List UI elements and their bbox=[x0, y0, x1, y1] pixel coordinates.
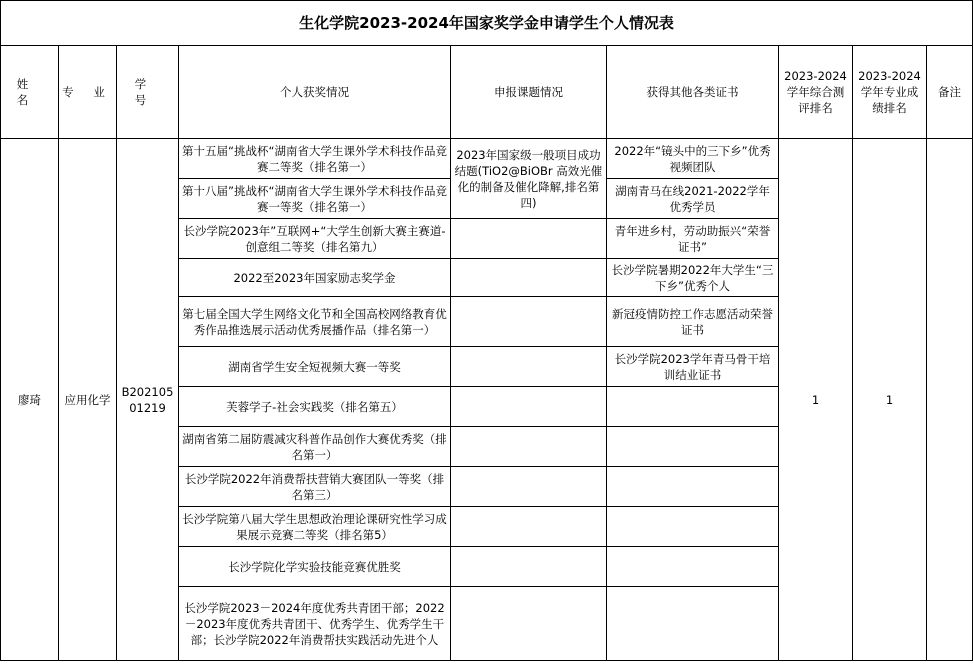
header-student-id: 学 号 bbox=[117, 46, 179, 139]
header-major: 专 业 bbox=[59, 46, 117, 139]
project-empty-cell bbox=[451, 259, 607, 297]
major-rank: 1 bbox=[853, 139, 927, 661]
award-item: 第七届全国大学生网络文化节和全国高校网络教育优秀作品推选展示活动优秀展播作品（排名第一） bbox=[179, 297, 451, 347]
certificate-item: 长沙学院2023学年青马骨干培训结业证书 bbox=[607, 347, 779, 387]
award-item: 长沙学院化学实验技能竞赛优胜奖 bbox=[179, 547, 451, 587]
award-item: 长沙学院2022年消费帮扶营销大赛团队一等奖（排名第三） bbox=[179, 467, 451, 507]
header-projects: 申报课题情况 bbox=[451, 46, 607, 139]
award-item: 第十八届”挑战杯“湖南省大学生课外学术科技作品竞赛一等奖（排名第一） bbox=[179, 179, 451, 219]
certificate-empty-cell bbox=[607, 467, 779, 507]
certificate-item: 2022年“镜头中的三下乡”优秀视频团队 bbox=[607, 139, 779, 179]
certificate-empty-cell bbox=[607, 387, 779, 427]
header-comprehensive-rank: 2023-2024学年综合测评排名 bbox=[779, 46, 853, 139]
header-major-rank: 2023-2024学年专业成绩排名 bbox=[853, 46, 927, 139]
project-empty-cell bbox=[451, 347, 607, 387]
table-title: 生化学院2023-2024年国家奖学金申请学生个人情况表 bbox=[1, 1, 973, 46]
award-item: 芙蓉学子-社会实践奖（排名第五） bbox=[179, 387, 451, 427]
award-item: 第十五届“挑战杯“湖南省大学生课外学术科技作品竞赛二等奖（排名第一） bbox=[179, 139, 451, 179]
award-item: 湖南省学生安全短视频大赛一等奖 bbox=[179, 347, 451, 387]
project-empty-cell bbox=[451, 547, 607, 587]
certificate-item: 湖南青马在线2021-2022学年优秀学员 bbox=[607, 179, 779, 219]
award-item: 长沙学院2023－2024年度优秀共青团干部；2022－2023年度优秀共青团干、优秀学生、优秀学生干部；长沙学院2022年消费帮扶实践活动先进个人 bbox=[179, 587, 451, 661]
project-empty-cell bbox=[451, 467, 607, 507]
header-name: 姓 名 bbox=[1, 46, 59, 139]
award-item: 长沙学院第八届大学生思想政治理论课研究性学习成果展示竞赛二等奖（排名第5） bbox=[179, 507, 451, 547]
certificate-item: 青年进乡村，劳动助振兴“荣誉证书” bbox=[607, 219, 779, 259]
project-item: 2023年国家级一般项目成功结题(TiO2@BiOBr 高效光催化的制备及催化降解,排名第四) bbox=[451, 139, 607, 219]
project-empty-cell bbox=[451, 297, 607, 347]
award-item: 湖南省第二届防震减灾科普作品创作大赛优秀奖（排名第一） bbox=[179, 427, 451, 467]
award-item: 2022至2023年国家励志奖学金 bbox=[179, 259, 451, 297]
student-major: 应用化学 bbox=[59, 139, 117, 661]
certificate-empty-cell bbox=[607, 507, 779, 547]
remarks bbox=[927, 139, 973, 661]
student-name: 廖琦 bbox=[1, 139, 59, 661]
project-empty-cell bbox=[451, 387, 607, 427]
comprehensive-rank: 1 bbox=[779, 139, 853, 661]
certificate-empty-cell bbox=[607, 547, 779, 587]
certificate-empty-cell bbox=[607, 587, 779, 661]
project-empty-cell bbox=[451, 219, 607, 259]
certificate-item: 新冠疫情防控工作志愿活动荣誉证书 bbox=[607, 297, 779, 347]
award-item: 长沙学院2023年”互联网+“大学生创新大赛主赛道-创意组二等奖（排名第九） bbox=[179, 219, 451, 259]
project-empty-cell bbox=[451, 507, 607, 547]
certificate-item: 长沙学院暑期2022年大学生“三下乡”优秀个人 bbox=[607, 259, 779, 297]
project-empty-cell bbox=[451, 587, 607, 661]
student-id: B20210501219 bbox=[117, 139, 179, 661]
header-awards: 个人获奖情况 bbox=[179, 46, 451, 139]
project-empty-cell bbox=[451, 427, 607, 467]
header-remarks: 备注 bbox=[927, 46, 973, 139]
certificate-empty-cell bbox=[607, 427, 779, 467]
header-certificates: 获得其他各类证书 bbox=[607, 46, 779, 139]
